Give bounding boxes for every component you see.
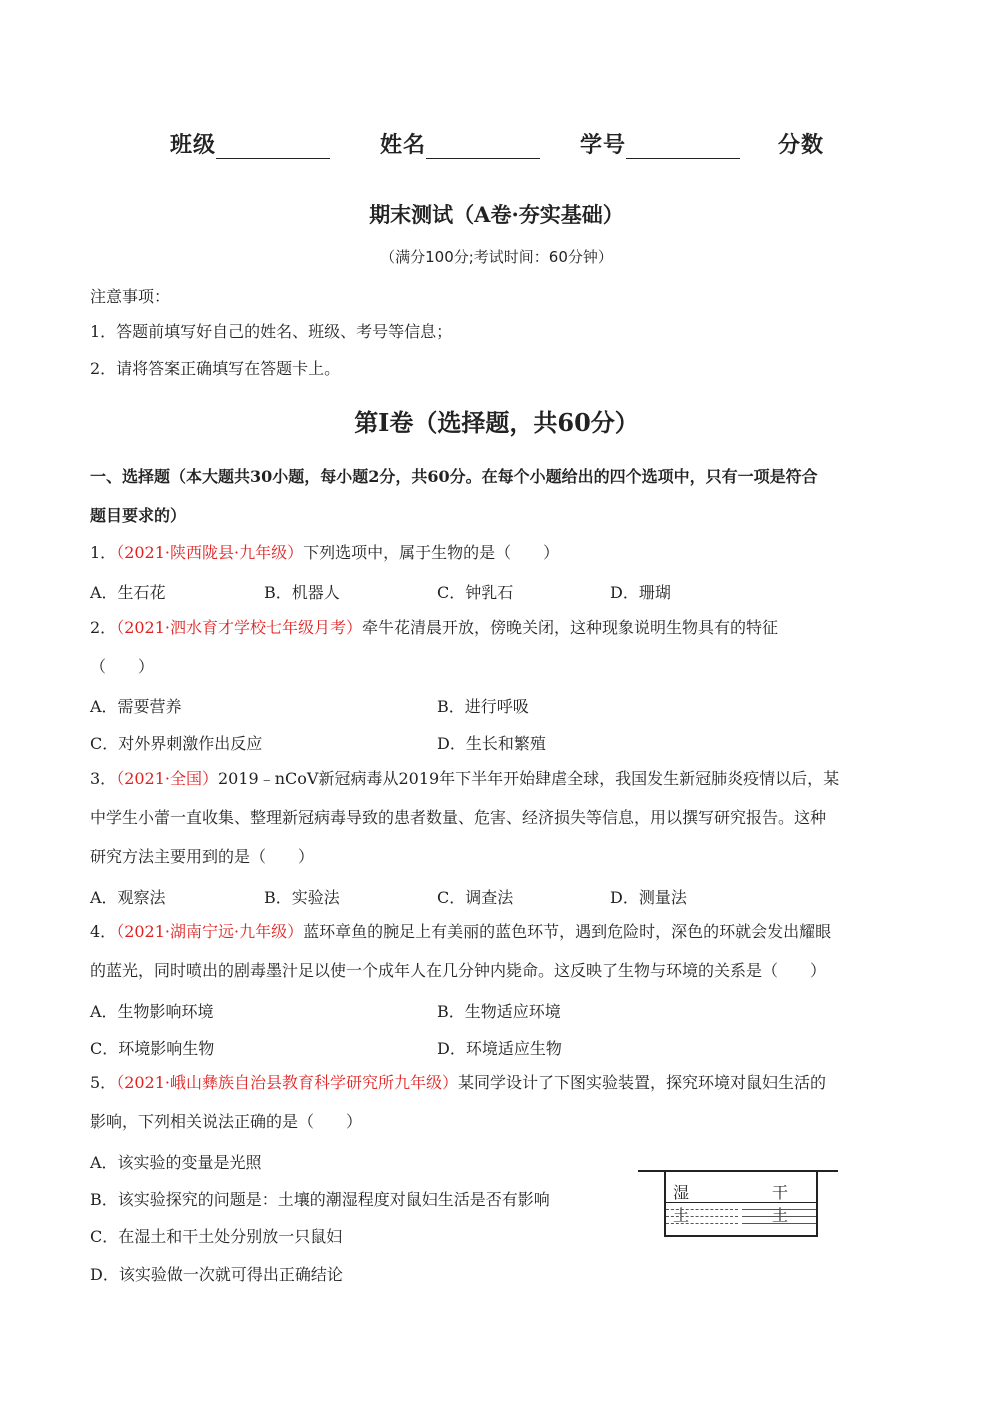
wet-soil-dash-3 [666,1223,738,1224]
q3-option-c[interactable]: C．调查法 [437,888,514,907]
q3-option-b[interactable]: B．实验法 [264,888,340,907]
q1-option-a[interactable]: A．生石花 [90,583,166,602]
question-text: 某同学设计了下图实验装置，探究环境对鼠妇生活的 [458,1073,827,1092]
class-field [170,128,330,159]
question-text: 蓝环章鱼的腕足上有美丽的蓝色环节，遇到危险时，深色的环就会发出耀眼 [303,922,832,941]
instruction-line-1: 一、选择题（本大题共30小题，每小题2分，共60分。在每个小题给出的四个选项中，只有一项是符合 [90,467,818,486]
q1-option-c[interactable]: C．钟乳石 [437,583,514,602]
dry-soil-line-1 [742,1209,816,1210]
exam-title: 期末测试（A卷·夯实基础） [369,202,624,227]
question-text: 2019﹣nCoV新冠病毒从2019年下半年开始肆虐全球，我国发生新冠肺炎疫情以后，某 [218,769,840,788]
question-text: 牵牛花清晨开放，傍晚关闭，这种现象说明生物具有的特征 [362,618,779,637]
class-blank[interactable] [216,132,330,159]
question-number: 4． [90,922,117,941]
note-item-2: 2．请将答案正确填写在答题卡上。 [90,359,341,378]
dry-soil-label: 干土 [772,1183,789,1225]
question-source: （2021·泗水育才学校七年级月考） [116,618,362,637]
q2-option-c[interactable]: C．对外界刺激作出反应 [90,734,263,753]
question-number: 3． [90,769,117,788]
q4-option-a[interactable]: A．生物影响环境 [90,1002,214,1021]
id-blank[interactable] [626,132,740,159]
q3-option-a[interactable]: A．观察法 [90,888,166,907]
question-2 [90,618,778,638]
q5-option-c[interactable]: C．在湿土和干土处分别放一只鼠妇 [90,1227,343,1246]
dry-soil-line-2 [742,1216,816,1217]
q4-option-b[interactable]: B．生物适应环境 [437,1002,561,1021]
exam-subtitle: （满分100分;考试时间：60分钟） [380,248,613,266]
q2-option-a[interactable]: A．需要营养 [90,697,182,716]
diagram-right-wall [816,1170,818,1236]
q2-option-d[interactable]: D．生长和繁殖 [437,734,546,753]
id-label: 学号 [580,133,627,158]
q4-option-d[interactable]: D．环境适应生物 [437,1039,562,1058]
id-field [580,128,740,159]
instruction-line-2: 题目要求的） [90,506,187,525]
question-number: 5． [90,1073,117,1092]
score-label: 分数 [778,133,825,158]
q3-option-d[interactable]: D．测量法 [610,888,687,907]
question-5 [90,1073,826,1093]
question-4 [90,922,831,942]
question-3-cont2: 研究方法主要用到的是（ ） [90,847,315,866]
note-item-1: 1．答题前填写好自己的姓名、班级、考号等信息； [90,322,453,341]
name-field [380,128,540,159]
wet-soil-dash-1 [666,1209,738,1210]
question-5-cont: 影响，下列相关说法正确的是（ ） [90,1112,363,1131]
dry-soil-line-3 [742,1223,816,1224]
notes-heading: 注意事项： [90,287,171,306]
q5-option-a[interactable]: A．该实验的变量是光照 [90,1153,262,1172]
question-2-cont: （ ） [90,657,155,676]
q5-option-b[interactable]: B．该实验探究的问题是：土壤的潮湿程度对鼠妇生活是否有影响 [90,1190,550,1209]
question-source: （2021·陕西陇县·九年级） [116,543,304,562]
q2-option-b[interactable]: B．进行呼吸 [437,697,529,716]
question-source: （2021·湖南宁远·九年级） [116,922,304,941]
diagram-top-line [638,1170,838,1172]
class-label: 班级 [170,133,217,158]
question-number: 1． [90,543,117,562]
question-3 [90,769,839,789]
q1-option-d[interactable]: D．珊瑚 [610,583,671,602]
question-text: 下列选项中，属于生物的是（ ） [303,543,560,562]
question-4-cont: 的蓝光，同时喷出的剧毒墨汁足以使一个成年人在几分钟内毙命。这反映了生物与环境的关系是（ ） [90,961,827,980]
diagram-bottom-line [664,1235,818,1237]
question-number: 2． [90,618,117,637]
section-title: 第Ⅰ卷（选择题，共60分） [354,408,639,437]
diagram-left-wall [664,1170,666,1236]
q4-option-c[interactable]: C．环境影响生物 [90,1039,215,1058]
q5-option-d[interactable]: D．该实验做一次就可得出正确结论 [90,1265,343,1284]
question-1 [90,543,559,563]
wet-soil-dash-2 [666,1216,738,1217]
wet-soil-label: 湿土 [673,1183,690,1225]
q1-option-b[interactable]: B．机器人 [264,583,340,602]
name-blank[interactable] [426,132,540,159]
name-label: 姓名 [380,133,427,158]
question-source: （2021·峨山彝族自治县教育科学研究所九年级） [116,1073,458,1092]
question-3-cont: 中学生小蕾一直收集、整理新冠病毒导致的患者数量、危害、经济损失等信息，用以撰写研究报告。这种 [90,808,827,827]
question-source: （2021·全国） [116,769,218,788]
